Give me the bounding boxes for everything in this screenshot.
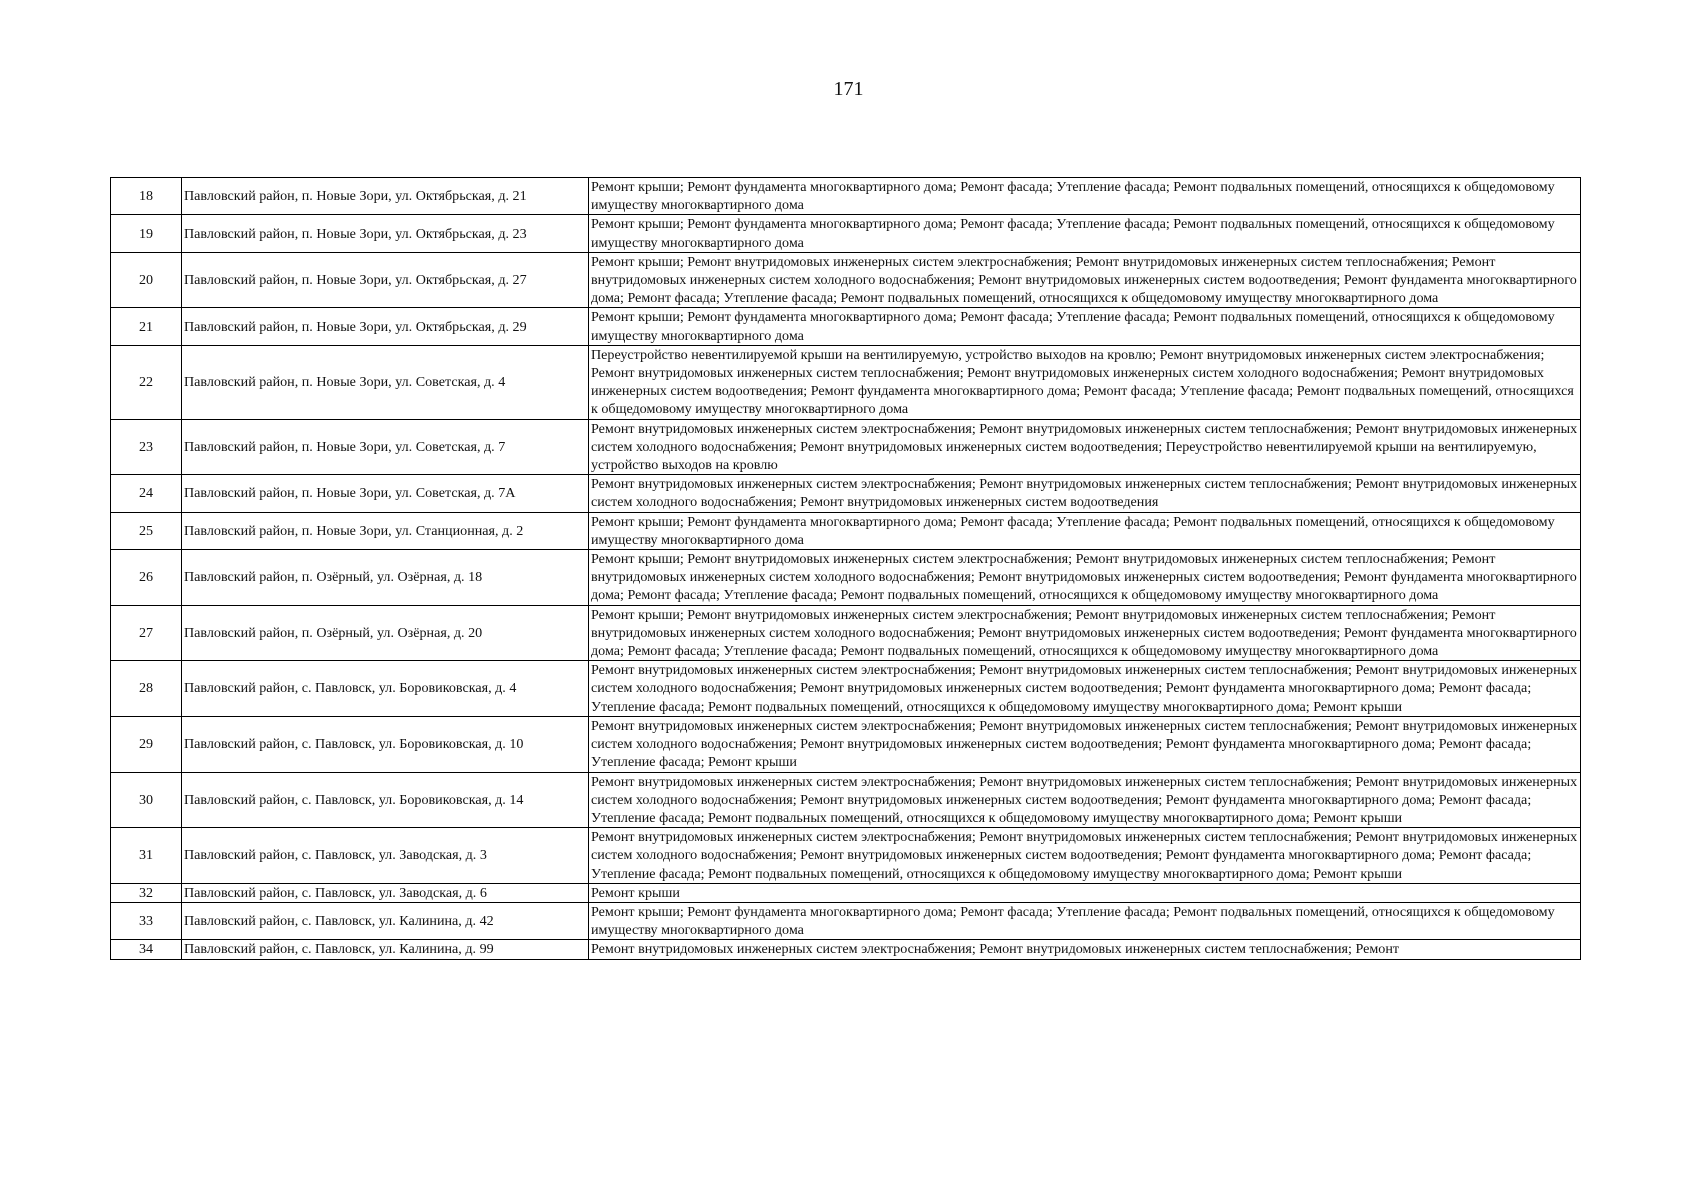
address-cell: Павловский район, п. Новые Зори, ул. Советская, д. 7: [182, 419, 589, 475]
works-cell: Ремонт крыши; Ремонт фундамента многоквартирного дома; Ремонт фасада; Утепление фасада; Ремонт подвальных помещений, относящихся к общедомовому имуществу многоквартирного дома: [589, 215, 1581, 252]
row-number-cell: 20: [111, 252, 182, 308]
row-number-cell: 29: [111, 716, 182, 772]
repair-registry-table: [110, 177, 1581, 960]
row-number-cell: 27: [111, 605, 182, 661]
works-cell: Ремонт внутридомовых инженерных систем электроснабжения; Ремонт внутридомовых инженерных систем теплоснабжения; Ремонт внутридомовых инженерных систем холодного водоснабжения; Ремонт внутридомовых инженерных систем водоотведения: [589, 475, 1581, 512]
address-cell: Павловский район, с. Павловск, ул. Боровиковская, д. 4: [182, 661, 589, 717]
table-row: [111, 308, 1581, 345]
table-row: [111, 345, 1581, 419]
row-number-cell: 31: [111, 828, 182, 884]
page-number: 171: [833, 78, 864, 100]
works-cell: Ремонт внутридомовых инженерных систем электроснабжения; Ремонт внутридомовых инженерных систем теплоснабжения; Ремонт внутридомовых инженерных систем холодного водоснабжения; Ремонт внутридомовых инженерных систем водоотведения; Ремонт фундамента многоквартирного дома; Ремонт фасада; Утепление фасада; Ремонт подвальных помещений, относящихся к общедомовому имуществу многоквартирного дома; Ремонт крыши: [589, 772, 1581, 828]
address-cell: Павловский район, п. Новые Зори, ул. Советская, д. 7А: [182, 475, 589, 512]
works-cell: Ремонт внутридомовых инженерных систем электроснабжения; Ремонт внутридомовых инженерных систем теплоснабжения; Ремонт внутридомовых инженерных систем холодного водоснабжения; Ремонт внутридомовых инженерных систем водоотведения; Ремонт фундамента многоквартирного дома; Ремонт фасада; Утепление фасада; Ремонт крыши: [589, 716, 1581, 772]
address-cell: Павловский район, п. Новые Зори, ул. Октябрьская, д. 29: [182, 308, 589, 345]
table-row: [111, 661, 1581, 717]
table-row: [111, 252, 1581, 308]
row-number-cell: 19: [111, 215, 182, 252]
row-number-cell: 22: [111, 345, 182, 419]
address-cell: Павловский район, п. Озёрный, ул. Озёрная, д. 18: [182, 550, 589, 606]
table-row: [111, 772, 1581, 828]
works-cell: Ремонт крыши; Ремонт внутридомовых инженерных систем электроснабжения; Ремонт внутридомовых инженерных систем теплоснабжения; Ремонт внутридомовых инженерных систем холодного водоснабжения; Ремонт внутридомовых инженерных систем водоотведения; Ремонт фундамента многоквартирного дома; Ремонт фасада; Утепление фасада; Ремонт подвальных помещений, относящихся к общедомовому имуществу многоквартирного дома: [589, 605, 1581, 661]
address-cell: Павловский район, п. Озёрный, ул. Озёрная, д. 20: [182, 605, 589, 661]
works-cell: Ремонт крыши; Ремонт фундамента многоквартирного дома; Ремонт фасада; Утепление фасада; Ремонт подвальных помещений, относящихся к общедомовому имуществу многоквартирного дома: [589, 512, 1581, 549]
row-number-cell: 24: [111, 475, 182, 512]
address-cell: Павловский район, с. Павловск, ул. Калинина, д. 99: [182, 940, 589, 959]
table-row: [111, 512, 1581, 549]
table-row: [111, 550, 1581, 606]
works-cell: Переустройство невентилируемой крыши на вентилируемую, устройство выходов на кровлю; Ремонт внутридомовых инженерных систем электроснабжения; Ремонт внутридомовых инженерных систем теплоснабжения; Ремонт внутридомовых инженерных систем холодного водоснабжения; Ремонт внутридомовых инженерных систем водоотведения; Ремонт фундамента многоквартирного дома; Ремонт фасада; Утепление фасада; Ремонт подвальных помещений, относящихся к общедомовому имуществу многоквартирного дома: [589, 345, 1581, 419]
address-cell: Павловский район, с. Павловск, ул. Заводская, д. 3: [182, 828, 589, 884]
works-cell: Ремонт крыши; Ремонт внутридомовых инженерных систем электроснабжения; Ремонт внутридомовых инженерных систем теплоснабжения; Ремонт внутридомовых инженерных систем холодного водоснабжения; Ремонт внутридомовых инженерных систем водоотведения; Ремонт фундамента многоквартирного дома; Ремонт фасада; Утепление фасада; Ремонт подвальных помещений, относящихся к общедомовому имуществу многоквартирного дома: [589, 550, 1581, 606]
address-cell: Павловский район, п. Новые Зори, ул. Октябрьская, д. 27: [182, 252, 589, 308]
works-cell: Ремонт крыши: [589, 883, 1581, 902]
works-cell: Ремонт внутридомовых инженерных систем электроснабжения; Ремонт внутридомовых инженерных систем теплоснабжения; Ремонт внутридомовых инженерных систем холодного водоснабжения; Ремонт внутридомовых инженерных систем водоотведения; Переустройство невентилируемой крыши на вентилируемую, устройство выходов на кровлю: [589, 419, 1581, 475]
address-cell: Павловский район, п. Новые Зори, ул. Советская, д. 4: [182, 345, 589, 419]
address-cell: Павловский район, с. Павловск, ул. Боровиковская, д. 14: [182, 772, 589, 828]
table-row: [111, 828, 1581, 884]
row-number-cell: 34: [111, 940, 182, 959]
row-number-cell: 25: [111, 512, 182, 549]
table-row: [111, 605, 1581, 661]
address-cell: Павловский район, с. Павловск, ул. Калинина, д. 42: [182, 902, 589, 939]
works-cell: Ремонт внутридомовых инженерных систем электроснабжения; Ремонт внутридомовых инженерных систем теплоснабжения; Ремонт внутридомовых инженерных систем холодного водоснабжения; Ремонт внутридомовых инженерных систем водоотведения; Ремонт фундамента многоквартирного дома; Ремонт фасада; Утепление фасада; Ремонт подвальных помещений, относящихся к общедомовому имуществу многоквартирного дома; Ремонт крыши: [589, 661, 1581, 717]
row-number-cell: 26: [111, 550, 182, 606]
address-cell: Павловский район, п. Новые Зори, ул. Октябрьская, д. 23: [182, 215, 589, 252]
address-cell: Павловский район, с. Павловск, ул. Заводская, д. 6: [182, 883, 589, 902]
works-cell: Ремонт крыши; Ремонт фундамента многоквартирного дома; Ремонт фасада; Утепление фасада; Ремонт подвальных помещений, относящихся к общедомовому имуществу многоквартирного дома: [589, 178, 1581, 215]
works-cell: Ремонт крыши; Ремонт фундамента многоквартирного дома; Ремонт фасада; Утепление фасада; Ремонт подвальных помещений, относящихся к общедомовому имуществу многоквартирного дома: [589, 902, 1581, 939]
address-cell: Павловский район, с. Павловск, ул. Боровиковская, д. 10: [182, 716, 589, 772]
row-number-cell: 30: [111, 772, 182, 828]
works-cell: Ремонт внутридомовых инженерных систем электроснабжения; Ремонт внутридомовых инженерных систем теплоснабжения; Ремонт: [589, 940, 1581, 959]
row-number-cell: 18: [111, 178, 182, 215]
registry-body: [111, 178, 1581, 960]
works-cell: Ремонт крыши; Ремонт внутридомовых инженерных систем электроснабжения; Ремонт внутридомовых инженерных систем теплоснабжения; Ремонт внутридомовых инженерных систем холодного водоснабжения; Ремонт внутридомовых инженерных систем водоотведения; Ремонт фундамента многоквартирного дома; Ремонт фасада; Утепление фасада; Ремонт подвальных помещений, относящихся к общедомовому имуществу многоквартирного дома: [589, 252, 1581, 308]
table-row: [111, 215, 1581, 252]
address-cell: Павловский район, п. Новые Зори, ул. Станционная, д. 2: [182, 512, 589, 549]
row-number-cell: 32: [111, 883, 182, 902]
table-row: [111, 902, 1581, 939]
row-number-cell: 23: [111, 419, 182, 475]
table-row: [111, 419, 1581, 475]
address-cell: Павловский район, п. Новые Зори, ул. Октябрьская, д. 21: [182, 178, 589, 215]
works-cell: Ремонт внутридомовых инженерных систем электроснабжения; Ремонт внутридомовых инженерных систем теплоснабжения; Ремонт внутридомовых инженерных систем холодного водоснабжения; Ремонт внутридомовых инженерных систем водоотведения; Ремонт фундамента многоквартирного дома; Ремонт фасада; Утепление фасада; Ремонт подвальных помещений, относящихся к общедомовому имуществу многоквартирного дома; Ремонт крыши: [589, 828, 1581, 884]
table-row: [111, 178, 1581, 215]
row-number-cell: 28: [111, 661, 182, 717]
table-row: [111, 716, 1581, 772]
table-row: [111, 475, 1581, 512]
works-cell: Ремонт крыши; Ремонт фундамента многоквартирного дома; Ремонт фасада; Утепление фасада; Ремонт подвальных помещений, относящихся к общедомовому имуществу многоквартирного дома: [589, 308, 1581, 345]
table-row: [111, 883, 1581, 902]
row-number-cell: 33: [111, 902, 182, 939]
row-number-cell: 21: [111, 308, 182, 345]
table-row: [111, 940, 1581, 959]
